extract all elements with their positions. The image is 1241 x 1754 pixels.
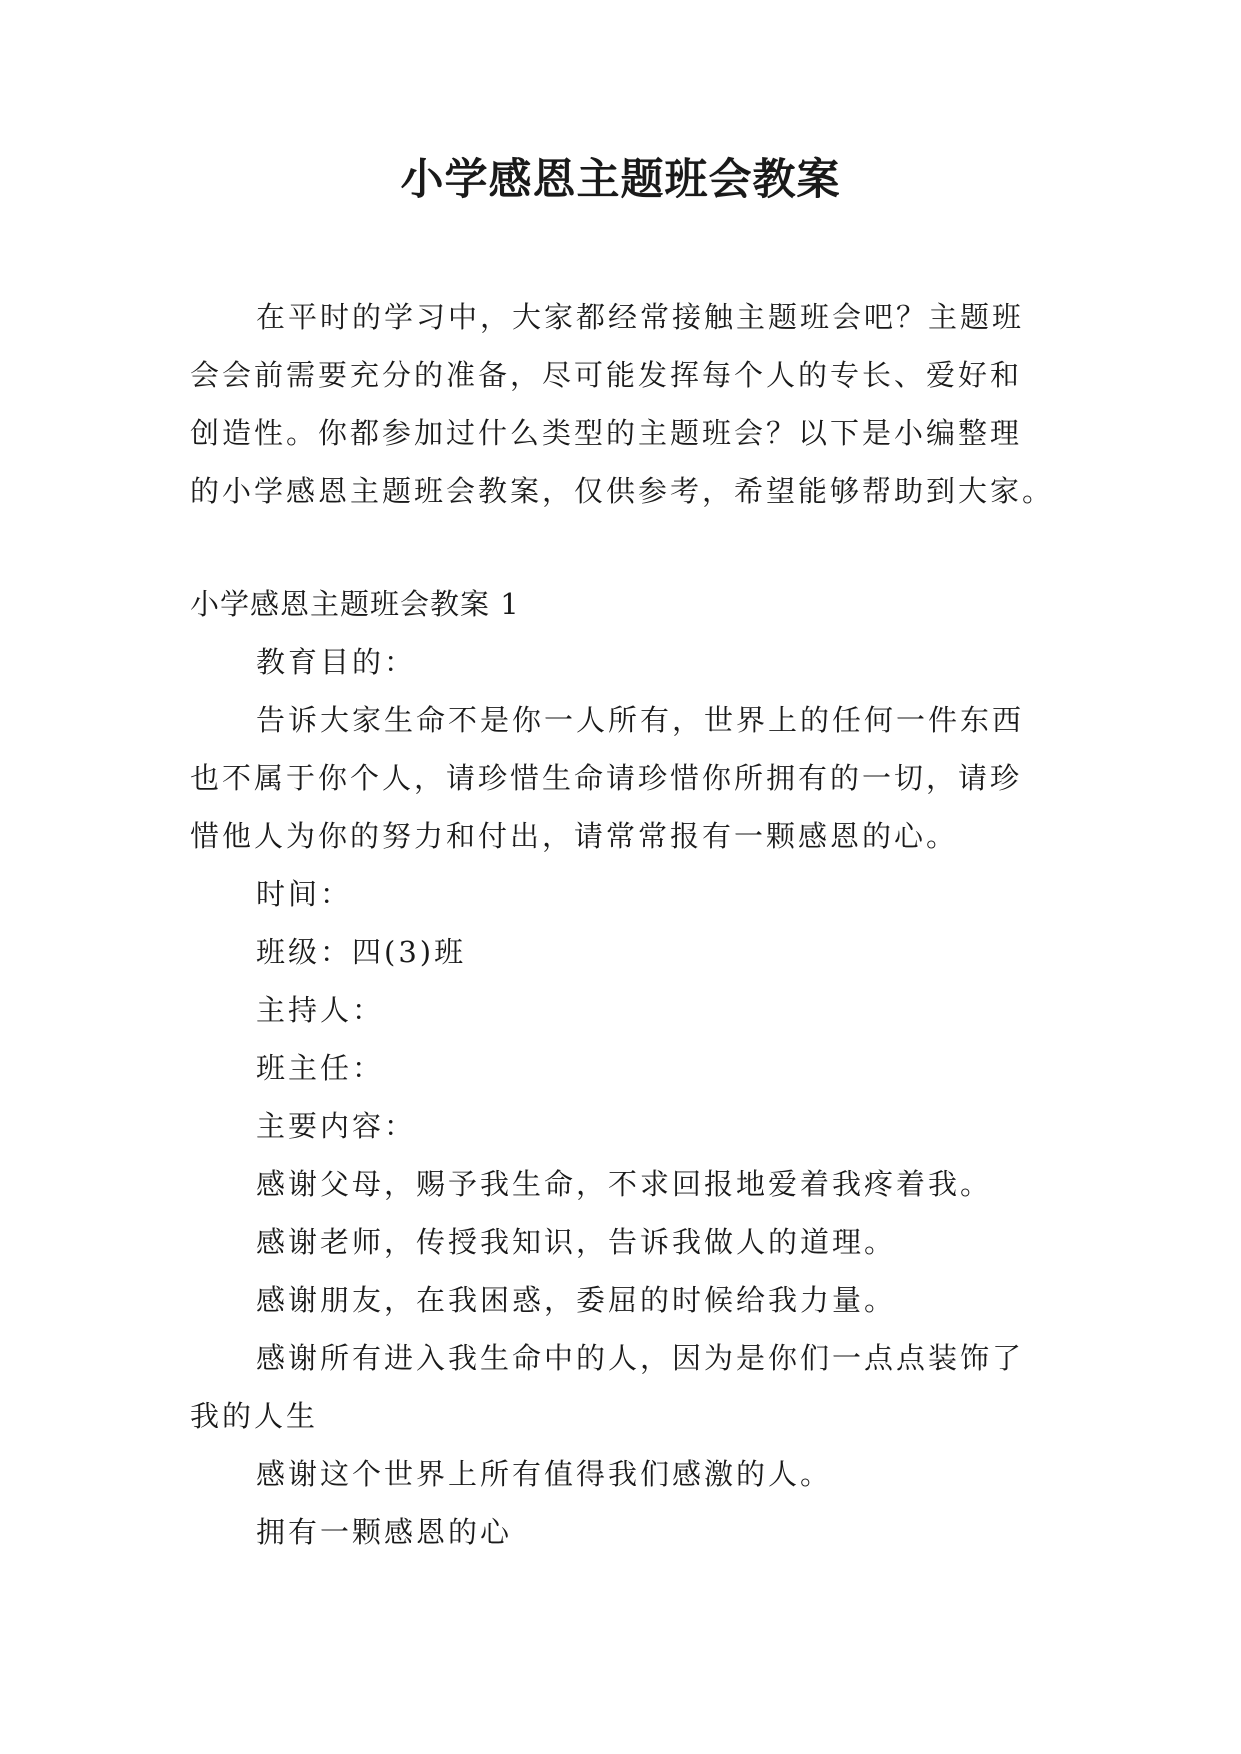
class-label: 班级：四(3)班 <box>256 935 467 969</box>
intro-line: 创造性。你都参加过什么类型的主题班会？以下是小编整理 <box>190 416 1023 450</box>
goal-label: 教育目的： <box>256 645 417 679</box>
intro-line: 在平时的学习中，大家都经常接触主题班会吧？主题班 <box>256 300 1025 334</box>
closing-line: 拥有一颗感恩的心 <box>256 1515 513 1549</box>
goal-line: 也不属于你个人，请珍惜生命请珍惜你所拥有的一切，请珍 <box>190 761 1023 795</box>
thanks-all-line: 感谢所有进入我生命中的人，因为是你们一点点装饰了 <box>256 1341 1025 1375</box>
thanks-item: 感谢朋友，在我困惑，委屈的时候给我力量。 <box>256 1283 897 1317</box>
host-label: 主持人： <box>256 993 385 1027</box>
time-label: 时间： <box>256 877 353 911</box>
page-title: 小学感恩主题班会教案 <box>400 155 841 205</box>
intro-line: 会会前需要充分的准备，尽可能发挥每个人的专长、爱好和 <box>190 358 1023 392</box>
thanks-item: 感谢老师，传授我知识，告诉我做人的道理。 <box>256 1225 897 1259</box>
teacher-label: 班主任： <box>256 1051 385 1085</box>
thanks-item: 感谢父母，赐予我生命，不求回报地爱着我疼着我。 <box>256 1167 993 1201</box>
goal-line: 惜他人为你的努力和付出，请常常报有一颗感恩的心。 <box>190 819 959 853</box>
thanks-all-line: 我的人生 <box>190 1399 319 1433</box>
section-heading: 小学感恩主题班会教案 1 <box>190 587 520 621</box>
intro-paragraph <box>190 288 1055 520</box>
thanks-world-line: 感谢这个世界上所有值得我们感激的人。 <box>256 1457 833 1491</box>
intro-line: 的小学感恩主题班会教案，仅供参考，希望能够帮助到大家。 <box>190 474 1055 508</box>
content-label: 主要内容： <box>256 1109 417 1143</box>
goal-line: 告诉大家生命不是你一人所有，世界上的任何一件东西 <box>256 703 1025 737</box>
